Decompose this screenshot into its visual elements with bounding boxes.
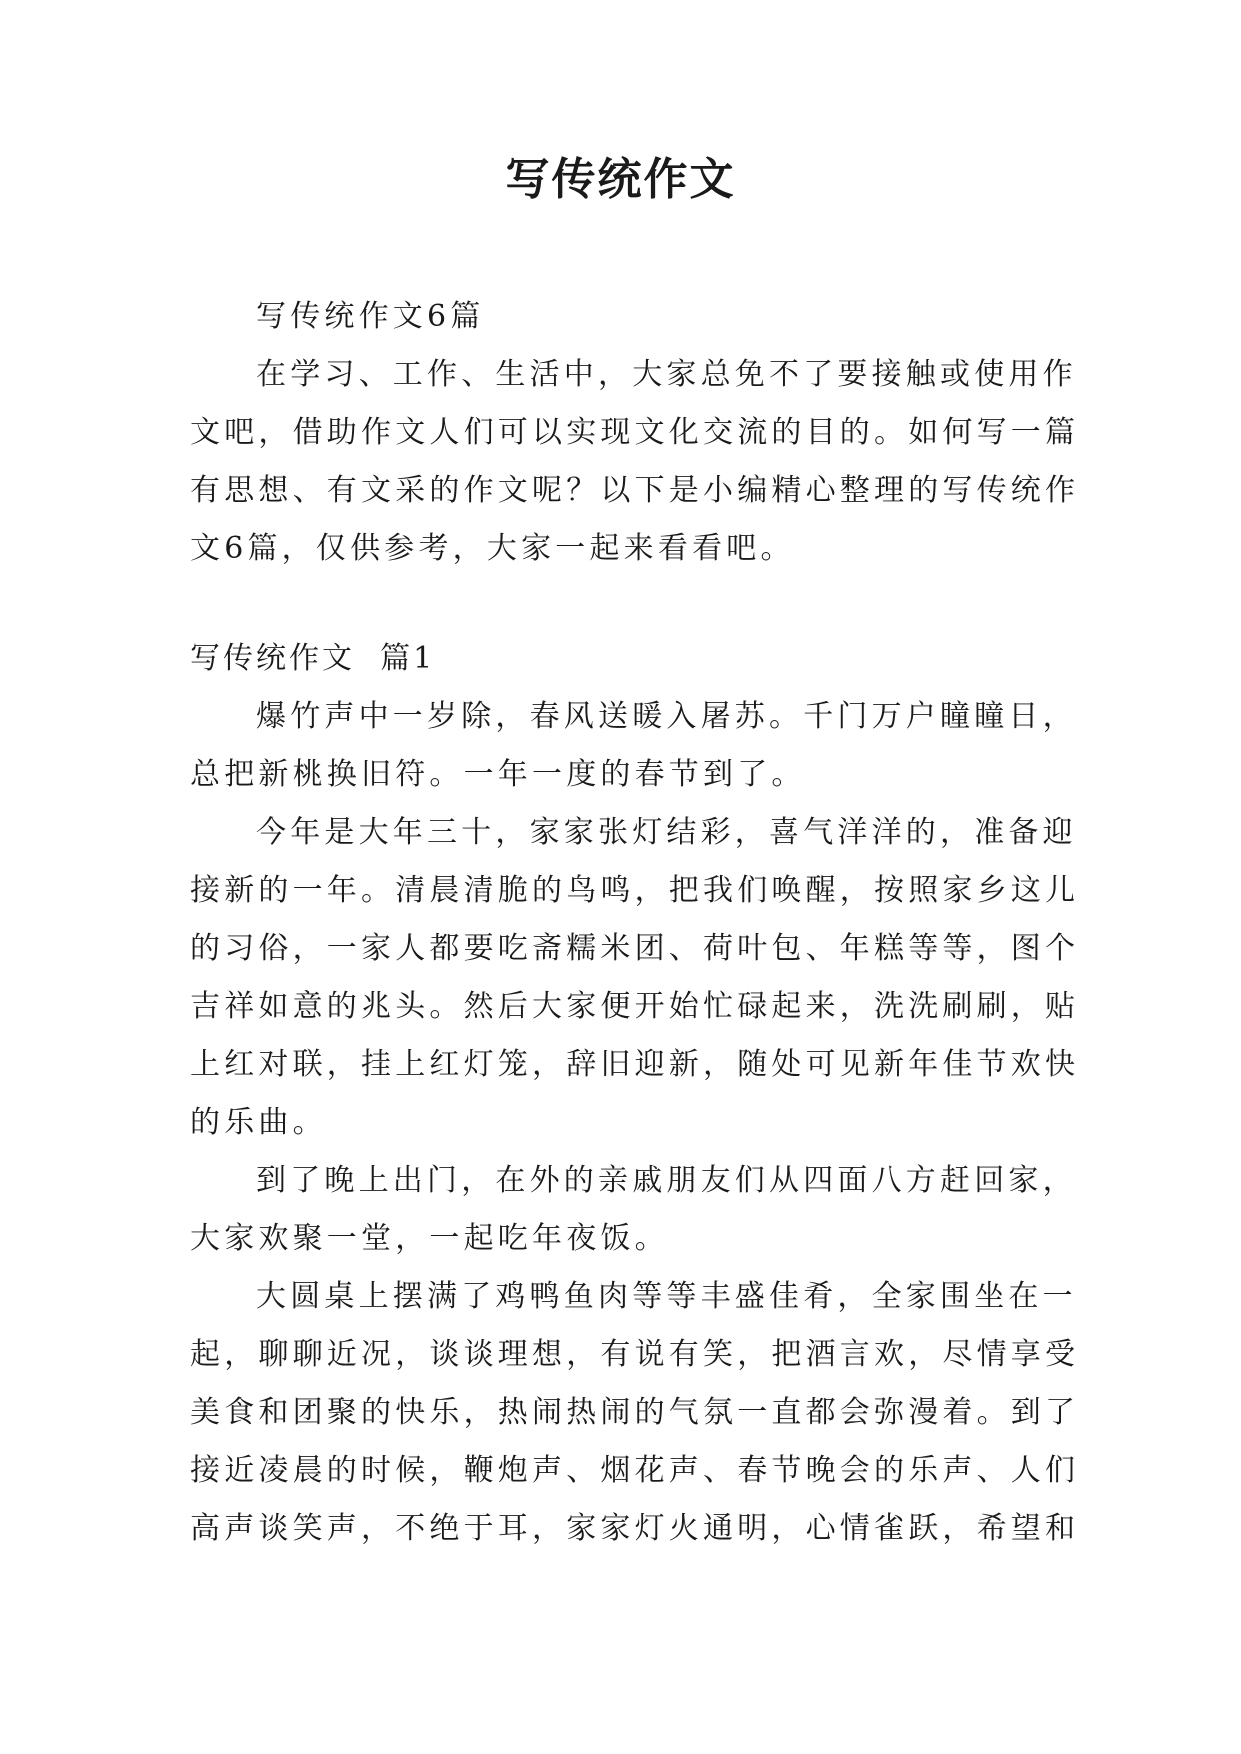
paragraph-4 (190, 1268, 1080, 1558)
document-body (190, 288, 1080, 1558)
paragraph-line: 起，聊聊近况，谈谈理想，有说有笑，把酒言欢，尽情享受 (190, 1337, 1080, 1372)
intro-subtitle: 写传统作文6篇 (256, 299, 485, 334)
section-heading: 写传统作文 篇1 (190, 641, 436, 676)
paragraph-line: 大圆桌上摆满了鸡鸭鱼肉等等丰盛佳肴，全家围坐在一 (256, 1279, 1077, 1314)
paragraph-line: 的乐曲。 (190, 1105, 327, 1140)
paragraph-line: 大家欢聚一堂，一起吃年夜饭。 (190, 1221, 669, 1256)
paragraph-line: 高声谈笑声，不绝于耳，家家灯火通明，心情雀跃，希望和 (190, 1511, 1080, 1546)
paragraph-line: 到了晚上出门，在外的亲戚朋友们从四面八方赶回家， (256, 1163, 1077, 1198)
paragraph-line: 总把新桃换旧符。一年一度的春节到了。 (190, 757, 806, 792)
paragraph-1 (190, 688, 1077, 804)
paragraph-line: 的习俗，一家人都要吃斋糯米团、荷叶包、年糕等等，图个 (190, 931, 1080, 966)
paragraph-line: 接新的一年。清晨清脆的鸟鸣，把我们唤醒，按照家乡这儿 (190, 873, 1080, 908)
document-title: 写传统作文 (505, 154, 736, 205)
paragraph-line: 美食和团聚的快乐，热闹热闹的气氛一直都会弥漫着。到了 (190, 1395, 1080, 1430)
paragraph-line: 文吧，借助作文人们可以实现文化交流的目的。如何写一篇 (190, 415, 1080, 450)
section-spacer (190, 578, 1052, 630)
paragraph-line: 有思想、有文采的作文呢？以下是小编精心整理的写传统作 (190, 473, 1080, 508)
paragraph-line: 文6篇，仅供参考，大家一起来看看吧。 (190, 531, 795, 566)
paragraph-2 (190, 804, 1080, 1152)
paragraph-line: 上红对联，挂上红灯笼，辞旧迎新，随处可见新年佳节欢快 (190, 1047, 1080, 1082)
paragraph-line: 在学习、工作、生活中，大家总免不了要接触或使用作 (256, 357, 1077, 392)
paragraph-line: 吉祥如意的兆头。然后大家便开始忙碌起来，洗洗刷刷，贴 (190, 989, 1080, 1024)
intro-paragraph (190, 346, 1080, 578)
paragraph-line: 爆竹声中一岁除，春风送暖入屠苏。千门万户瞳瞳日， (256, 699, 1077, 734)
paragraph-line: 今年是大年三十，家家张灯结彩，喜气洋洋的，准备迎 (256, 815, 1077, 850)
paragraph-3 (190, 1152, 1077, 1268)
paragraph-line: 接近凌晨的时候，鞭炮声、烟花声、春节晚会的乐声、人们 (190, 1453, 1080, 1488)
